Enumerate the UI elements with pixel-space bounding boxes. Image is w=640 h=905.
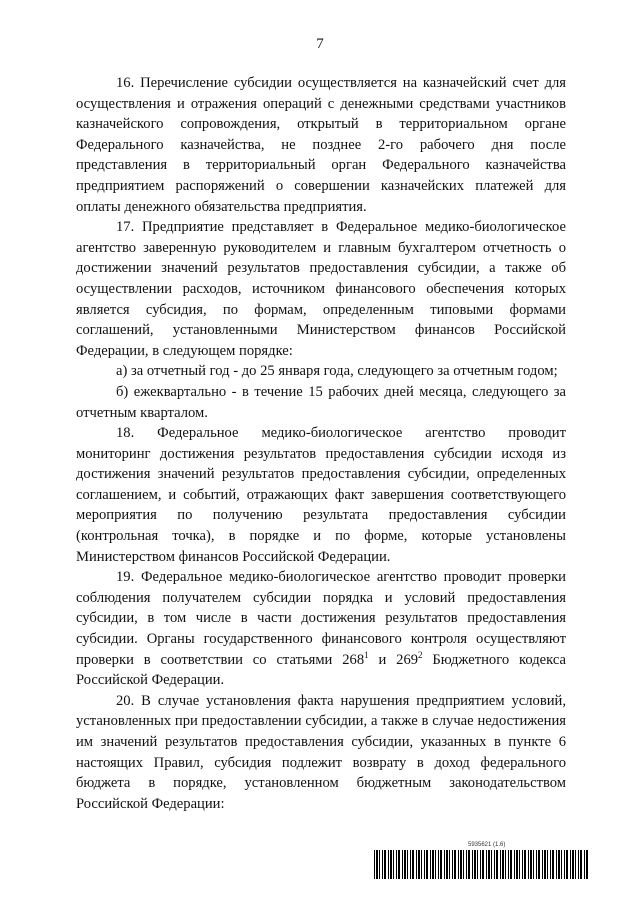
barcode-label: 5935621 (1.6) (468, 842, 506, 848)
paragraph-19-text-after: Бюджетного кодекса Российской Федерации. (76, 651, 566, 689)
paragraph-16: 16. Перечисление субсидии осуществляется на казначейский счет для осуществления и отражения операций с денежными средствами участников казначейского сопровождения, открытый в территориальном органе Федерального казначейства, не позднее 2-го рабочего дня после представления в территориальный орган Федерального казначейства предприятием распоряжений о совершении казначейских платежей для оплаты денежного обязательства предприятия. (76, 75, 566, 215)
paragraph-19-text-middle: и 269 (368, 651, 419, 668)
footnote-marker-1: 1 (364, 649, 369, 660)
paragraph-17-a: а) за отчетный год - до 25 января года, следующего за отчетным годом; (116, 363, 558, 380)
paragraph-19-text-before: 19. Федеральное медико-биологическое агентство проводит проверки соблюдения получателем субсидии порядка и условий предоставления субсидии, в том числе в части достижения результатов предоставления субсидии. Органы государственного финансового контроля осуществляют проверки в соответствии со статьями 268 (76, 569, 566, 668)
barcode-icon (374, 850, 588, 879)
page-number: 7 (316, 36, 324, 52)
document-body (76, 73, 566, 814)
paragraph-19 (76, 567, 566, 691)
paragraph-17-b: б) ежеквартально - в течение 15 рабочих дней месяца, следующего за отчетным кварталом. (76, 383, 566, 421)
footnote-marker-2: 2 (418, 649, 423, 660)
paragraph-18: 18. Федеральное медико-биологическое агентство проводит мониторинг достижения результатов предоставления субсидии исходя из достижения значений результатов предоставления субсидии, определенных соглашением, и событий, отражающих факт завершения соответствующего мероприятия по получению результата предоставления субсидии (контрольная точка), в порядке и по форме, которые установлены Министерством финансов Российской Федерации. (76, 425, 566, 565)
paragraph-17: 17. Предприятие представляет в Федеральное медико-биологическое агентство заверенную руководителем и главным бухгалтером отчетность о достижении значений результатов предоставления субсидии, а также об осуществлении расходов, источником финансового обеспечения которых является субсидия, по формам, определенным типовыми формами соглашений, установленными Министерством финансов Российской Федерации, в следующем порядке: (76, 219, 566, 359)
paragraph-20: 20. В случае установления факта нарушения предприятием условий, установленных при предоставлении субсидии, а также в случае недостижения им значений результатов предоставления субсидии, указанных в пункте 6 настоящих Правил, субсидия подлежит возврату в доход федерального бюджета в порядке, установленном бюджетным законодательством Российской Федерации: (76, 692, 566, 812)
